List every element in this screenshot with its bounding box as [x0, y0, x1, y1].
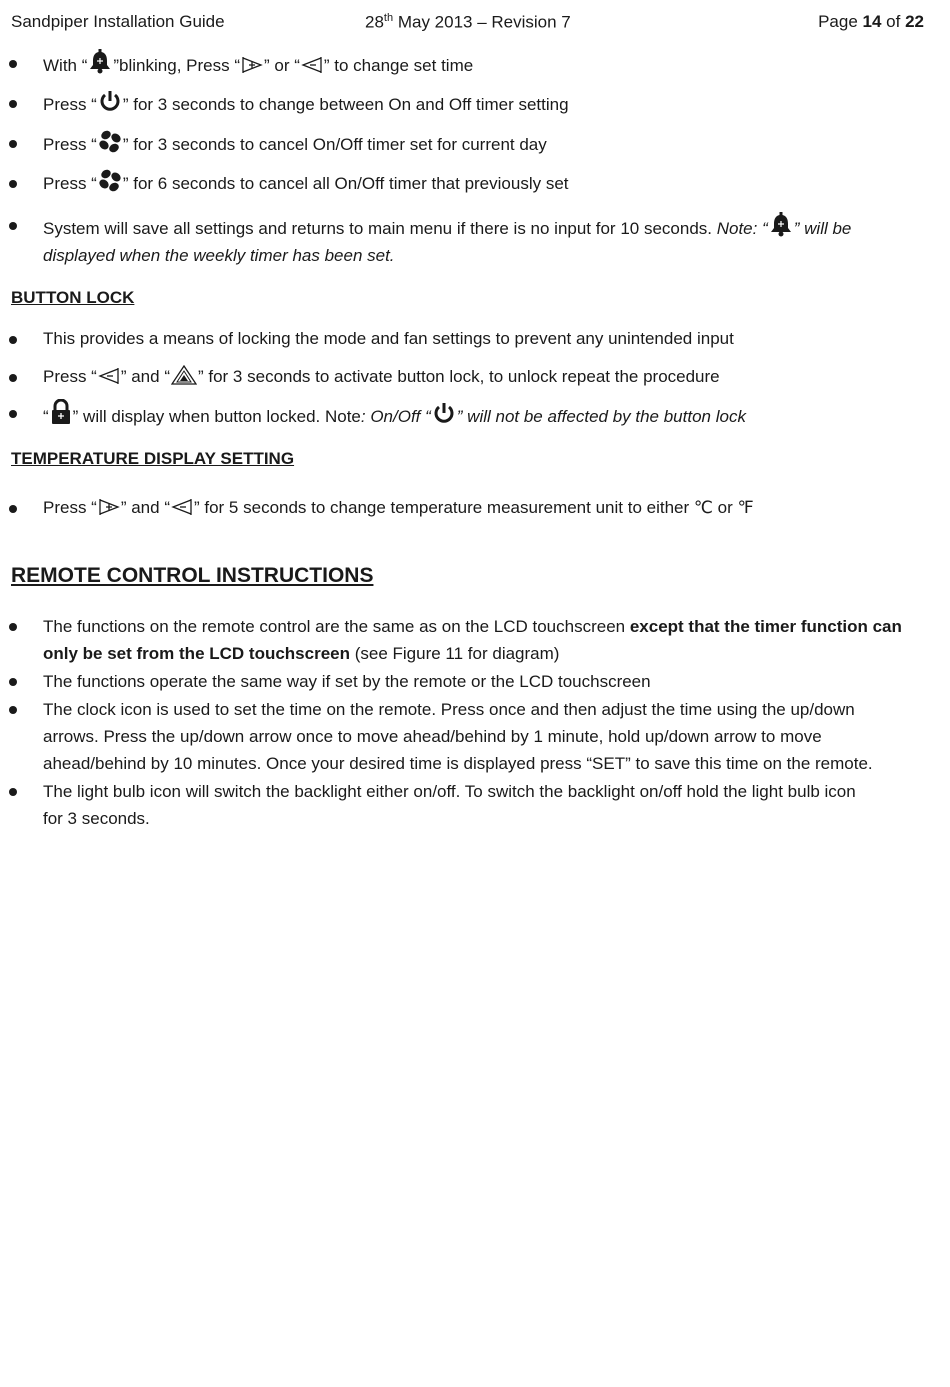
- mode-triangle-icon: [171, 365, 197, 385]
- bullet-dot: [9, 788, 17, 796]
- list-item-timer-set-time: With “ ”blinking, Press “ ” or “ ” to change set time: [43, 48, 924, 79]
- minus-arrow-icon: [171, 498, 193, 516]
- bullet-dot: [9, 222, 17, 230]
- bullet-dot: [9, 180, 17, 188]
- list-item-timer-autosave: System will save all settings and returns to main menu if there is no input for 10 seconds. Note: “ ” will be displayed when the weekly timer has been set.: [43, 211, 924, 269]
- document-title: Sandpiper Installation Guide: [11, 12, 225, 31]
- list-item-remote-functions: The functions on the remote control are the same as on the LCD touchscreen except that the timer function can only be set from the LCD touchscreen (see Figure 11 for diagram): [43, 617, 902, 663]
- list-item-remote-clock: The clock icon is used to set the time on the remote. Press once and then adjust the time using the up/down arrows. Press the up/down arrow once to move ahead/behind by 1 minute, hold up/down arrow to move ahead/behind by 10 minutes. Once your desired time is displayed press “SET” to save this time on the remote.: [43, 700, 873, 773]
- bullet-dot: [9, 60, 17, 68]
- minus-arrow-icon: [98, 367, 120, 385]
- list-item-lock-purpose: This provides a means of locking the mode and fan settings to prevent any unintended input: [43, 329, 734, 348]
- bullet-dot: [9, 706, 17, 714]
- bullet-dot: [9, 140, 17, 148]
- list-item-temperature-unit: Press “ ” and “ ” for 5 seconds to change temperature measurement unit to either ℃ or ℉: [43, 498, 754, 517]
- list-item-timer-on-off: Press “ ” for 3 seconds to change between On and Off timer setting: [43, 89, 924, 118]
- page-header: [11, 12, 924, 36]
- bullet-dot: [9, 623, 17, 631]
- bell-icon: [769, 211, 793, 237]
- list-item-lock-display: “ ” will display when button locked. Note: On/Off “ ” will not be affected by the button lock: [43, 399, 924, 430]
- bullet-dot: [9, 505, 17, 513]
- bullet-dot: [9, 100, 17, 108]
- section-heading-remote-control: REMOTE CONTROL INSTRUCTIONS: [11, 564, 374, 587]
- page-number: Page 14 of 22: [818, 12, 924, 31]
- list-item-remote-backlight: The light bulb icon will switch the backlight either on/off. To switch the backlight on/off hold the light bulb icon for 3 seconds.: [43, 782, 856, 828]
- power-icon: [98, 89, 122, 113]
- plus-arrow-icon: [241, 56, 263, 74]
- power-icon: [432, 401, 456, 425]
- plus-arrow-icon: [98, 498, 120, 516]
- revision-date: 28th May 2013 – Revision 7: [365, 12, 571, 32]
- minus-arrow-icon: [301, 56, 323, 74]
- section-heading-button-lock: BUTTON LOCK: [11, 288, 135, 307]
- fan-icon: [98, 129, 122, 153]
- section-heading-temperature: TEMPERATURE DISPLAY SETTING: [11, 449, 295, 468]
- list-item-lock-activate: Press “ ” and “ ” for 3 seconds to activate button lock, to unlock repeat the procedure: [43, 367, 720, 386]
- fan-icon: [98, 168, 122, 192]
- bullet-dot: [9, 336, 17, 344]
- bell-icon: [88, 48, 112, 74]
- lock-icon: [50, 399, 72, 425]
- list-item-timer-cancel-all: Press “ ” for 6 seconds to cancel all On/Off timer that previously set: [43, 168, 924, 197]
- bullet-dot: [9, 678, 17, 686]
- bullet-dot: [9, 374, 17, 382]
- bullet-dot: [9, 410, 17, 418]
- list-item-remote-same-way: The functions operate the same way if set by the remote or the LCD touchscreen: [43, 672, 651, 691]
- list-item-timer-cancel-day: Press “ ” for 3 seconds to cancel On/Off timer set for current day: [43, 129, 924, 158]
